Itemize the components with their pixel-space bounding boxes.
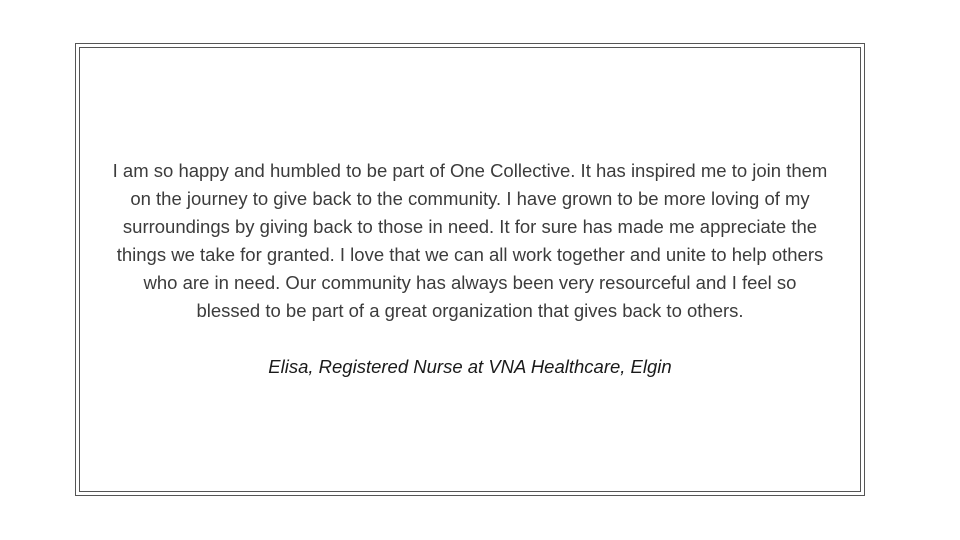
testimonial-quote: I am so happy and humbled to be part of One Collective. It has inspired me to join them on the journey to give back to the community. I have grown to be more loving of my surroundings by giving back to those in need. It for sure has made me appreciate the things we take for granted. I love that we can all work together and unite to help others who are in need. Our community has always been very resourceful and I feel so blessed to be part of a great organization that gives back to others. bbox=[112, 160, 828, 321]
testimonial-attribution: Elisa, Registered Nurse at VNA Healthcare, Elgin bbox=[268, 356, 672, 377]
